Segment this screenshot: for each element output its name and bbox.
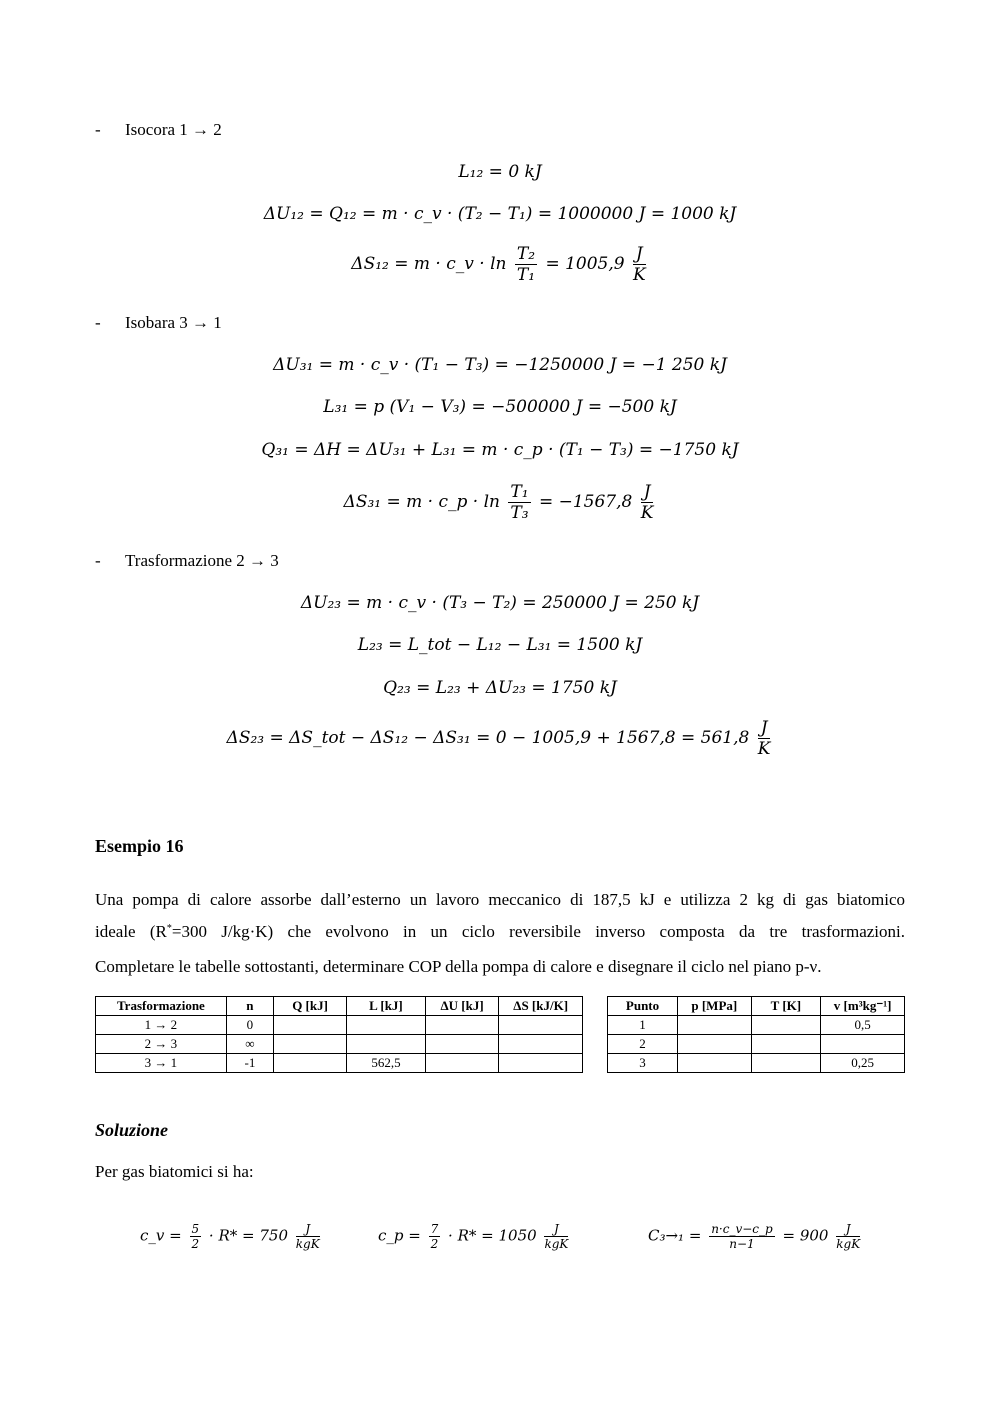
table-header-cell: p [MPa]: [678, 997, 751, 1016]
table-header-row: [96, 997, 583, 1016]
table-header-cell: Punto: [608, 997, 678, 1016]
table-cell: [678, 1054, 751, 1073]
table-cell: [425, 1016, 499, 1035]
c31-formula: C₃→₁ = $\frac{n\cdot c\_v-c\_p}{n-1}$ = 900 $\frac{J}{\text{kgK}}$: [648, 1222, 861, 1251]
table-header-cell: Q [kJ]: [274, 997, 347, 1016]
isobara-eq-work: L₃₁ = p (V₁ − V₃) = −500000 J = −500 kJ: [323, 397, 677, 417]
example-heading: Esempio 16: [95, 836, 184, 856]
table-header-cell: n: [226, 997, 273, 1016]
table-cell: [274, 1016, 347, 1035]
trasf-eq-energy: ΔU₂₃ = m · c_v · (T₃ − T₂) = 250000 J = 250 kJ: [300, 593, 700, 613]
table-cell: [678, 1035, 751, 1054]
table-cell: [678, 1016, 751, 1035]
table-header-row: [608, 997, 905, 1016]
table-cell: 2 → 3: [96, 1035, 227, 1054]
table-cell: 1: [608, 1016, 678, 1035]
table-cell: 3: [608, 1054, 678, 1073]
table-cell: [821, 1035, 905, 1054]
trasf-eq-work: L₂₃ = L_tot − L₁₂ − L₃₁ = 1500 kJ: [357, 635, 643, 655]
example-paragraph-line-3: Completare le tabelle sottostanti, determinare COP della pompa di calore e disegnare il ciclo nel piano p-ν.: [95, 957, 822, 976]
transformations-table: [95, 996, 583, 1073]
table-cell: 0,5: [821, 1016, 905, 1035]
table-cell: [347, 1016, 426, 1035]
table-header-cell: T [K]: [751, 997, 821, 1016]
trasformazione-title: Trasformazione 2 → 3: [125, 551, 279, 570]
table-row: [96, 1054, 583, 1073]
example-paragraph-line-2: ideale (R*=300 J/kg·K) che evolvono in un ciclo reversibile inverso composta da tre trasformazioni.: [95, 922, 905, 941]
table-cell: [499, 1016, 583, 1035]
isocora-eq-entropy: ΔS₁₂ = m · c_v · ln $\frac{\text{T₂}}{\text{T₁}}$ = 1005,9 $\frac{J}{K}$: [351, 244, 646, 285]
isobara-eq-heat: Q₃₁ = ΔH = ΔU₃₁ + L₃₁ = m · c_p · (T₁ − T₃) = −1750 kJ: [261, 440, 739, 460]
table-cell: -1: [226, 1054, 273, 1073]
table-cell: [499, 1054, 583, 1073]
table-header-cell: Trasformazione: [96, 997, 227, 1016]
table-cell: 2: [608, 1035, 678, 1054]
points-table: [607, 996, 905, 1073]
isocora-title: Isocora 1 → 2: [125, 120, 222, 139]
cp-formula: c_p = $\frac{7}{2}$ · R* = 1050 $\frac{J}{\text{kgK}}$: [378, 1222, 569, 1251]
trasf-eq-heat: Q₂₃ = L₂₃ + ΔU₂₃ = 1750 kJ: [383, 678, 617, 698]
bullet-dash: -: [95, 120, 101, 139]
table-cell: 562,5: [347, 1054, 426, 1073]
table-header-cell: ΔU [kJ]: [425, 997, 499, 1016]
table-cell: [425, 1054, 499, 1073]
bullet-dash: -: [95, 313, 101, 332]
table-row: [608, 1016, 905, 1035]
table-cell: [425, 1035, 499, 1054]
table-cell: [274, 1054, 347, 1073]
isobara-eq-entropy: ΔS₃₁ = m · c_p · ln $\frac{\text{T₁}}{\text{T₃}}$ = −1567,8 $\frac{J}{K}$: [343, 482, 654, 523]
cv-formula: c_v = $\frac{5}{2}$ · R* = 750 $\frac{J}{\text{kgK}}$: [140, 1222, 320, 1251]
bullet-dash: -: [95, 551, 101, 570]
table-cell: 0: [226, 1016, 273, 1035]
table-row: [608, 1054, 905, 1073]
isocora-eq-energy: ΔU₁₂ = Q₁₂ = m · c_v · (T₂ − T₁) = 1000000 J = 1000 kJ: [263, 204, 737, 224]
table-header-cell: L [kJ]: [347, 997, 426, 1016]
table-row: [96, 1035, 583, 1054]
table-cell: [751, 1035, 821, 1054]
table-cell: 1 → 2: [96, 1016, 227, 1035]
example-paragraph-line-1: Una pompa di calore assorbe dall’esterno un lavoro meccanico di 187,5 kJ e utilizza 2 kg di gas biatomico: [95, 890, 905, 909]
table-cell: 0,25: [821, 1054, 905, 1073]
table-cell: ∞: [226, 1035, 273, 1054]
table-row: [96, 1016, 583, 1035]
table-cell: [347, 1035, 426, 1054]
trasf-eq-entropy: ΔS₂₃ = ΔS_tot − ΔS₁₂ − ΔS₃₁ = 0 − 1005,9 + 1567,8 = 561,8 $\frac{J}{K}$: [226, 718, 771, 759]
solution-heading: Soluzione: [95, 1120, 169, 1140]
table-header-cell: v [m³kg⁻¹]: [821, 997, 905, 1016]
isobara-eq-energy: ΔU₃₁ = m · c_v · (T₁ − T₃) = −1250000 J = −1 250 kJ: [273, 355, 727, 375]
table-header-cell: ΔS [kJ/K]: [499, 997, 583, 1016]
table-cell: 3 → 1: [96, 1054, 227, 1073]
isobara-title: Isobara 3 → 1: [125, 313, 222, 332]
table-row: [608, 1035, 905, 1054]
isocora-eq-work: L₁₂ = 0 kJ: [458, 162, 542, 182]
table-cell: [751, 1016, 821, 1035]
table-cell: [499, 1035, 583, 1054]
solution-intro: Per gas biatomici si ha:: [95, 1162, 254, 1181]
table-cell: [274, 1035, 347, 1054]
table-cell: [751, 1054, 821, 1073]
